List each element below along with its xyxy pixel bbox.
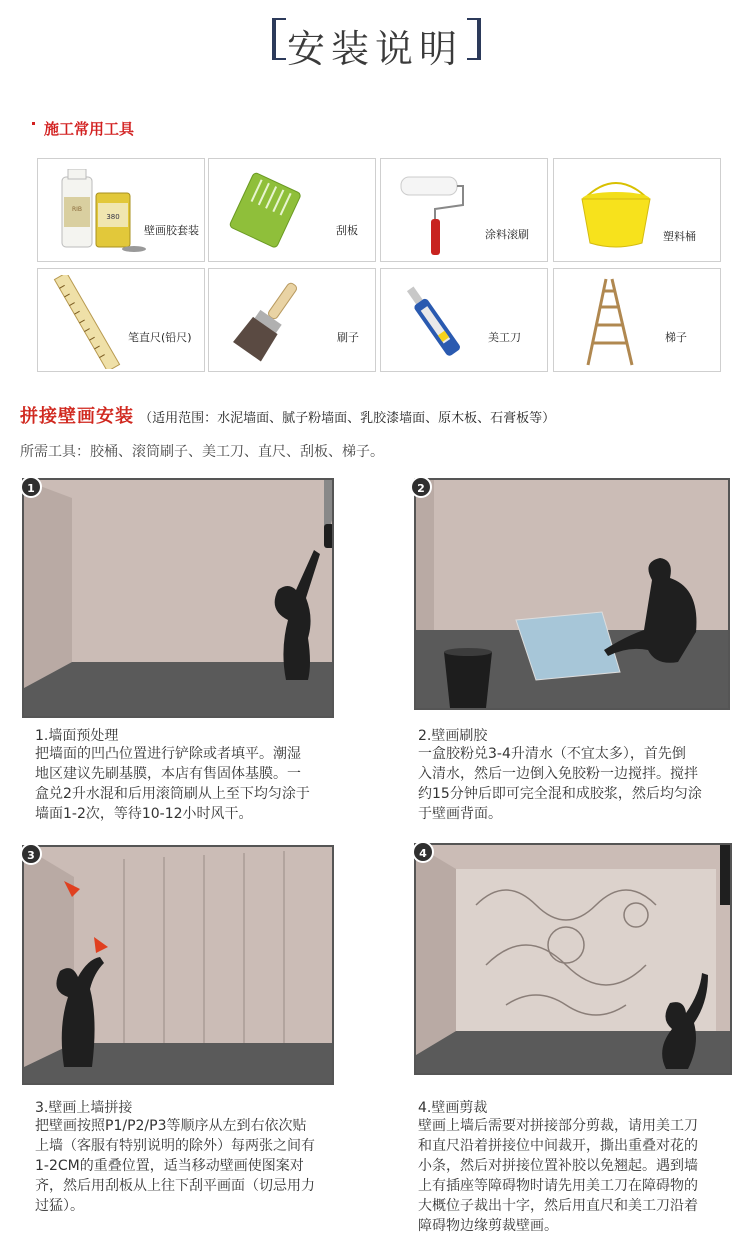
step-1-title: 1.墙面预处理	[35, 728, 119, 744]
desc-line: 大概位子裁出十字，然后用直尺和美工刀沿着	[418, 1198, 698, 1214]
step-3-badge: 3	[20, 843, 42, 865]
step-2-illustration	[414, 478, 730, 710]
desc-line: 障碍物边缘剪裁壁画。	[418, 1218, 558, 1234]
desc-line: 上墙（客服有特别说明的除外）每两张之间有	[35, 1138, 315, 1154]
tool-card-scraper	[208, 158, 376, 262]
desc-line: 盒兑2升水混和后用滚筒刷从上至下均匀涂于	[35, 786, 310, 802]
install-heading	[20, 402, 555, 428]
tool-label: 笔直尺(铅尺)	[128, 331, 192, 344]
scraper-icon	[227, 169, 307, 253]
step-4-title: 4.壁画剪裁	[418, 1100, 488, 1116]
glue-bottle-text-1: RIB	[71, 206, 83, 213]
page-title: 安装说明	[286, 27, 463, 71]
tools-section-title: 施工常用工具	[44, 120, 135, 138]
tool-card-roller	[380, 158, 548, 262]
room-corner-art	[24, 480, 334, 718]
tool-card-ladder	[553, 268, 721, 372]
desc-line: 于壁画背面。	[418, 806, 502, 822]
step-2-title: 2.壁画刷胶	[418, 728, 488, 744]
tool-card-ruler	[37, 268, 205, 372]
step-1-desc	[35, 744, 340, 824]
tool-label: 梯子	[665, 331, 687, 344]
desc-line: 上有插座等障碍物时请先用美工刀在障碍物的	[418, 1178, 698, 1194]
step-1-illustration	[22, 478, 334, 718]
utility-knife-icon	[399, 279, 469, 363]
tool-label: 涂料滚刷	[485, 228, 529, 241]
step-4-desc	[418, 1116, 723, 1236]
desc-line: 小条，然后对拼接位置补胶以免翘起。遇到墙	[418, 1158, 698, 1174]
glue-bottle-text-2: 380	[106, 213, 120, 221]
desc-line: 约15分钟后即可完全混和成胶浆，然后均匀涂	[418, 786, 702, 802]
step-2-badge: 2	[410, 476, 432, 498]
desc-line: 和直尺沿着拼接位中间裁开，撕出重叠对花的	[418, 1138, 698, 1154]
glue-set-icon	[52, 169, 152, 255]
tool-label: 塑料桶	[663, 230, 696, 243]
step-3-title: 3.壁画上墙拼接	[35, 1100, 133, 1116]
desc-line: 地区建议先刷基膜，本店有售固体基膜。一	[35, 766, 301, 782]
step-1-badge: 1	[20, 476, 42, 498]
tool-card-glue	[37, 158, 205, 262]
install-scope: （适用范围：水泥墙面、腻子粉墙面、乳胶漆墙面、原木板、石膏板等）	[139, 411, 556, 426]
tool-label: 刷子	[337, 331, 359, 344]
required-tools: 所需工具：胶桶、滚筒刷子、美工刀、直尺、刮板、梯子。	[20, 444, 384, 460]
paint-roller-icon	[393, 169, 473, 259]
trimming-scene-art	[416, 845, 732, 1075]
step-2-desc	[418, 744, 723, 824]
hanging-strips-art	[24, 847, 334, 1085]
step-4-illustration	[414, 843, 732, 1075]
pasting-scene-art	[416, 480, 730, 710]
section-marker	[32, 122, 35, 125]
desc-line: 入清水，然后一边倒入免胶粉一边搅拌。搅拌	[418, 766, 698, 782]
tool-label: 美工刀	[488, 331, 521, 344]
step-3-desc	[35, 1116, 340, 1216]
desc-line: 1-2CM的重叠位置，适当移动壁画使图案对	[35, 1158, 304, 1174]
ladder-icon	[582, 275, 642, 369]
desc-line: 把壁画按照P1/P2/P3等顺序从左到右依次贴	[35, 1118, 307, 1134]
step-3-illustration	[22, 845, 334, 1085]
desc-line: 过猛）。	[35, 1198, 84, 1214]
tool-card-knife	[380, 268, 548, 372]
tool-label: 刮板	[336, 224, 358, 237]
desc-line: 把墙面的凹凸位置进行铲除或者填平。潮湿	[35, 746, 301, 762]
desc-line: 齐，然后用刮板从上往下刮平画面（切忌用力	[35, 1178, 315, 1194]
tool-card-bucket	[553, 158, 721, 262]
step-4-badge: 4	[412, 841, 434, 863]
plastic-bucket-icon	[576, 173, 656, 251]
brush-icon	[229, 277, 309, 367]
desc-line: 壁画上墙后需要对拼接部分剪裁，请用美工刀	[418, 1118, 698, 1134]
title-bracket-right	[467, 18, 481, 60]
ruler-icon	[52, 275, 122, 369]
desc-line: 墙面1-2次，等待10-12小时风干。	[35, 806, 253, 822]
tool-card-brush	[208, 268, 376, 372]
install-section-title: 拼接壁画安装	[20, 406, 134, 427]
desc-line: 一盒胶粉兑3-4升清水（不宜太多），首先倒	[418, 746, 686, 762]
tool-label: 壁画胶套装	[144, 224, 199, 237]
